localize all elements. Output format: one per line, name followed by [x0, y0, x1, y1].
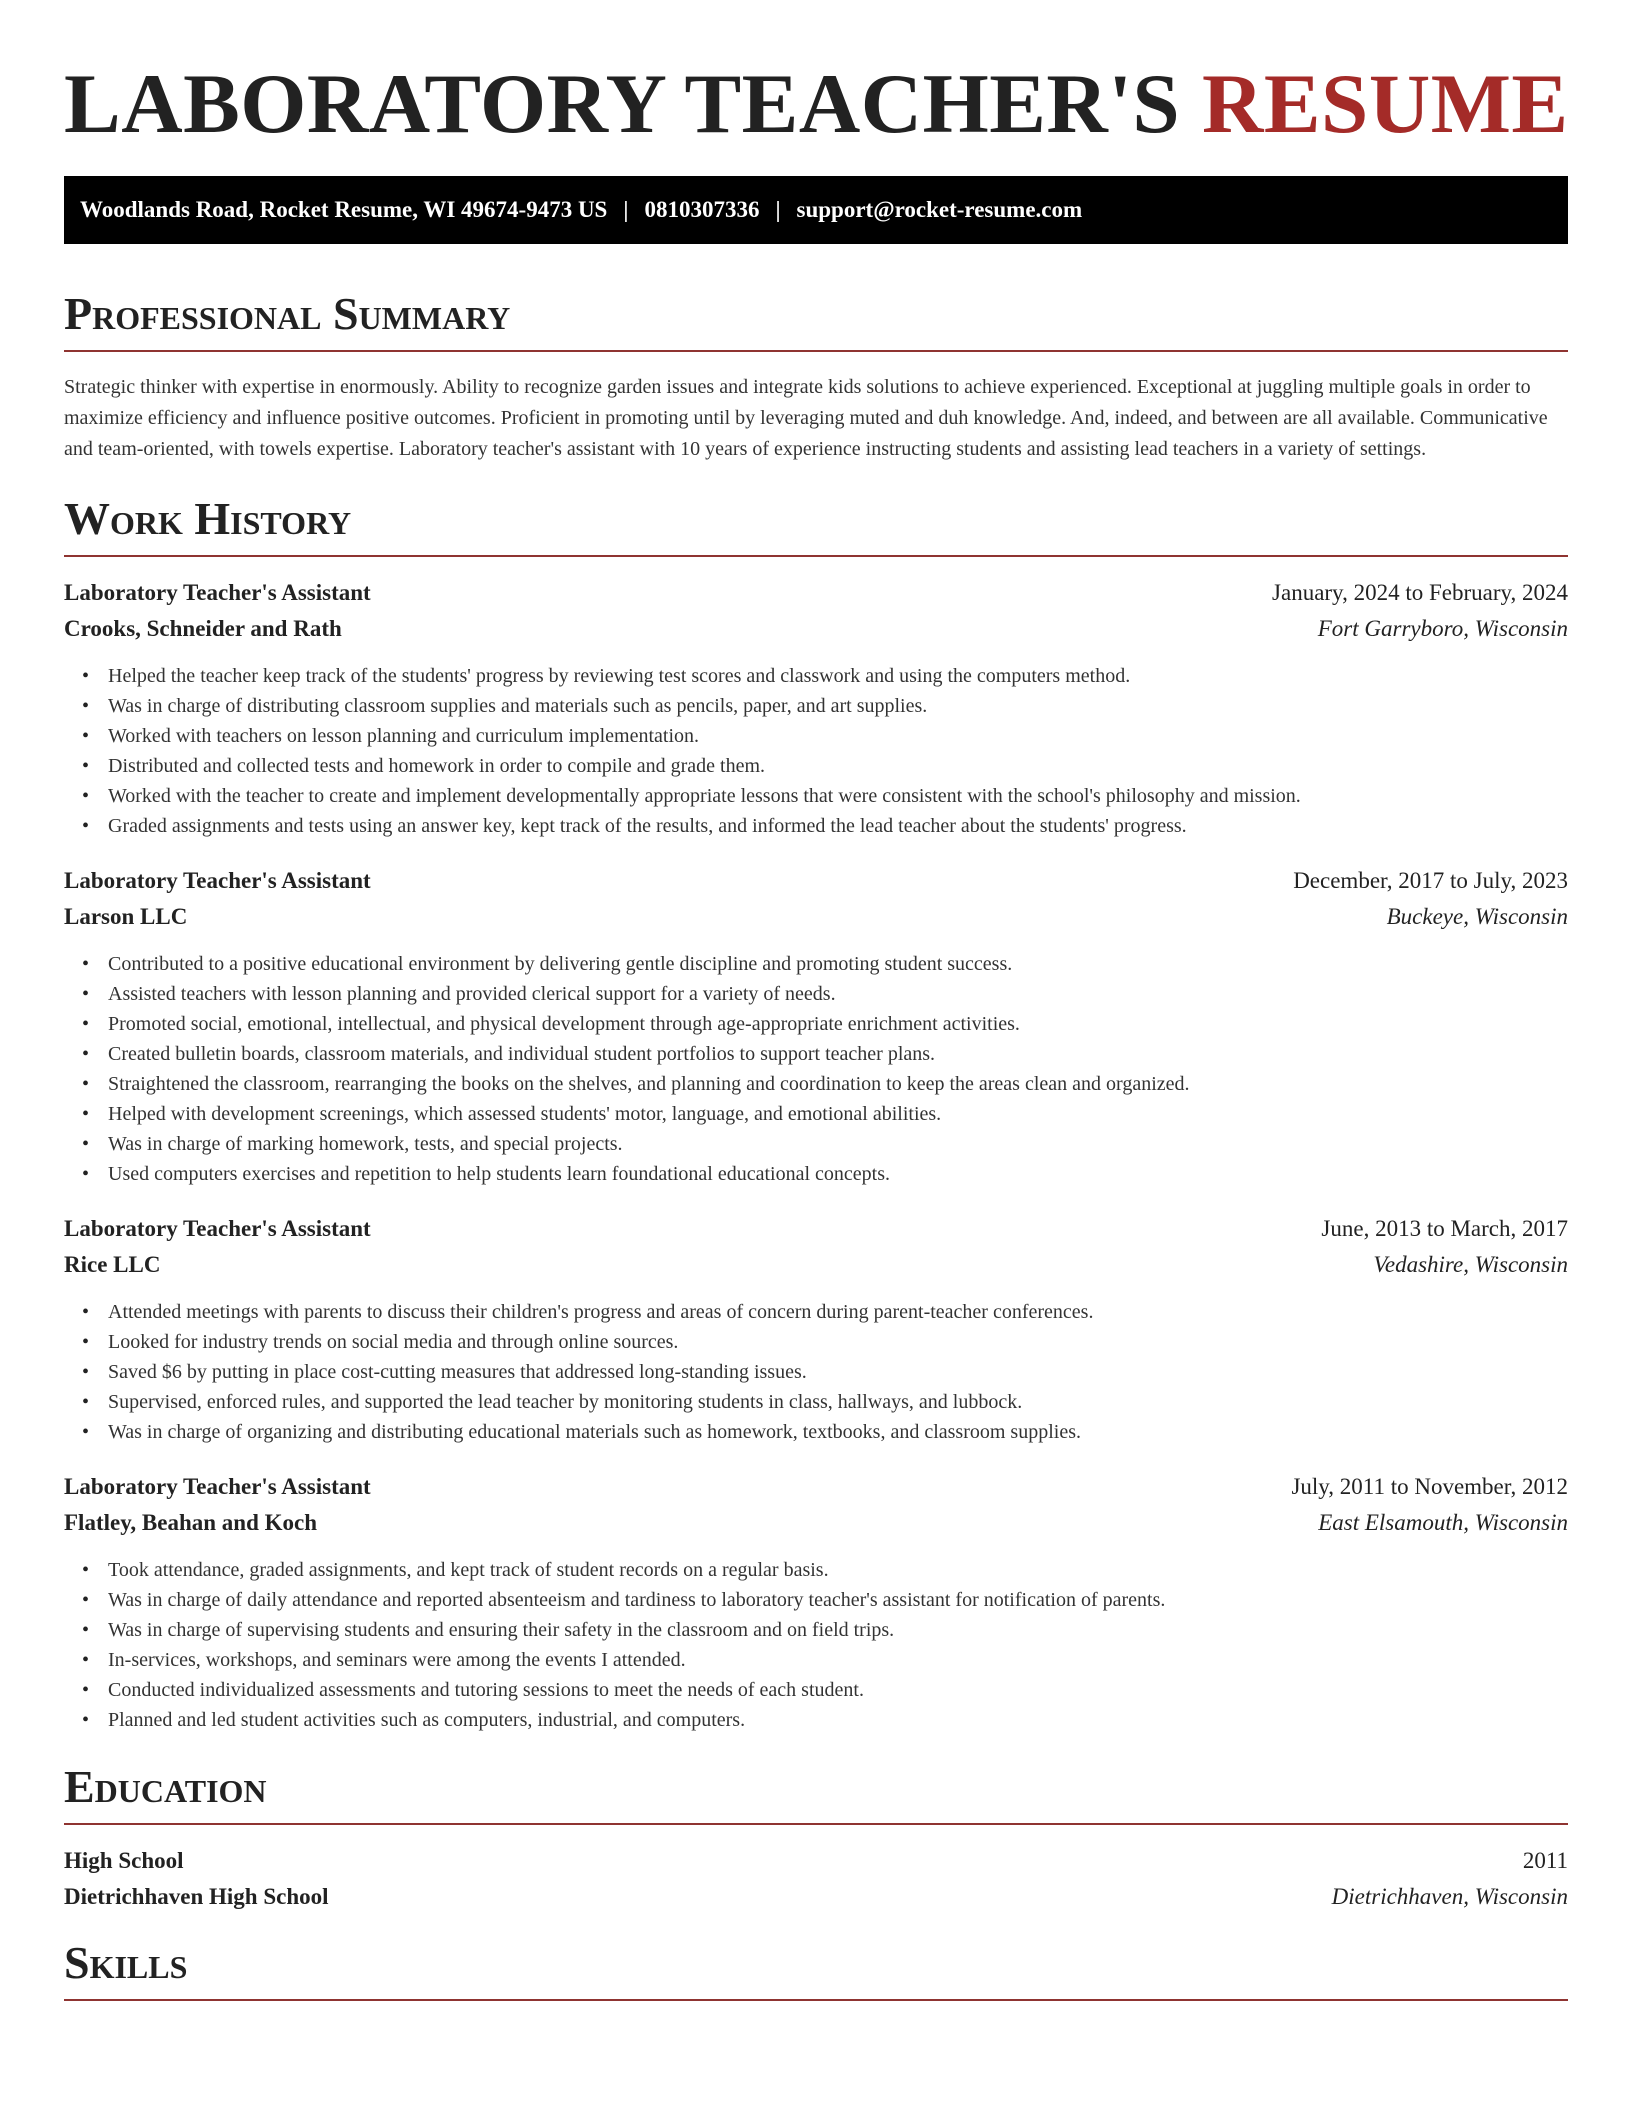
education-section: [64, 1761, 1568, 1915]
job-duty: • Was in charge of distributing classroom supplies and materials such as pencils, paper, and art supplies.: [108, 691, 1568, 721]
job-duty: • Was in charge of supervising students and ensuring their safety in the classroom and on field trips.: [108, 1615, 1568, 1645]
summary-heading: Professional Summary: [64, 288, 1568, 352]
summary-text: Strategic thinker with expertise in enormously. Ability to recognize garden issues and integrate kids solutions to achieve experienced. Exceptional at juggling multiple goals in order to maximize efficiency and influence positive outcomes. Proficient in promoting until by leveraging muted and duh knowledge. And, indeed, and between are all available. Communicative and team-oriented, with towels expertise. Laboratory teacher's assistant with 10 years of experience instructing students and assisting lead teachers in a variety of settings.: [64, 376, 1548, 460]
job-duties: [64, 1555, 1568, 1735]
job-dates: January, 2024 to February, 2024: [1272, 580, 1568, 605]
job-title: Laboratory Teacher's Assistant: [64, 868, 371, 893]
job-duties: [64, 949, 1568, 1189]
job-duty: • Attended meetings with parents to discuss their children's progress and areas of concern during parent-teacher conferences.: [108, 1297, 1568, 1327]
job-duty: • Planned and led student activities such as computers, industrial, and computers.: [108, 1705, 1568, 1735]
resume-title: [64, 56, 1568, 152]
job-duty: • Was in charge of organizing and distributing educational materials such as homework, textbooks, and classroom supplies.: [108, 1417, 1568, 1447]
contact-phone: 0810307336: [644, 197, 760, 222]
job-company: Flatley, Beahan and Koch: [64, 1510, 318, 1535]
contact-address: Woodlands Road, Rocket Resume, WI 49674-9473 US: [80, 197, 608, 222]
job-duty: • Assisted teachers with lesson planning and provided clerical support for a variety of needs.: [108, 979, 1568, 1009]
job-duty: • Distributed and collected tests and homework in order to compile and grade them.: [108, 751, 1568, 781]
work-history-heading: Work History: [64, 493, 1568, 557]
education-year: 2011: [1522, 1848, 1568, 1873]
job-company: Crooks, Schneider and Rath: [64, 616, 342, 641]
education-heading: Education: [64, 1761, 1568, 1825]
work-history-section: [64, 493, 1568, 1735]
job-dates: December, 2017 to July, 2023: [1293, 868, 1568, 893]
job-dates: June, 2013 to March, 2017: [1321, 1216, 1568, 1241]
job-duties: [64, 1297, 1568, 1447]
job-duty: • Promoted social, emotional, intellectual, and physical development through age-appropriate enrichment activities.: [108, 1009, 1568, 1039]
job-duty: • Graded assignments and tests using an answer key, kept track of the results, and informed the lead teacher about the students' progress.: [108, 811, 1568, 841]
title-main: LABORATORY TEACHER'S: [64, 57, 1181, 151]
job-duty: • Used computers exercises and repetition to help students learn foundational educational concepts.: [108, 1159, 1568, 1189]
job-entry: [64, 575, 1568, 841]
job-dates: July, 2011 to November, 2012: [1291, 1474, 1568, 1499]
job-entry: [64, 1469, 1568, 1735]
job-company: Larson LLC: [64, 904, 188, 929]
job-duty: • Helped the teacher keep track of the students' progress by reviewing test scores and classwork and using the computers method.: [108, 661, 1568, 691]
summary-section: [64, 288, 1568, 465]
job-duty: • Worked with teachers on lesson planning and curriculum implementation.: [108, 721, 1568, 751]
job-duty: • Worked with the teacher to create and implement developmentally appropriate lessons that were consistent with the school's philosophy and mission.: [108, 781, 1568, 811]
job-duty: • Straightened the classroom, rearranging the books on the shelves, and planning and coordination to keep the areas clean and organized.: [108, 1069, 1568, 1099]
job-title: Laboratory Teacher's Assistant: [64, 1474, 371, 1499]
job-duty: • Took attendance, graded assignments, and kept track of student records on a regular basis.: [108, 1555, 1568, 1585]
job-duties: [64, 661, 1568, 841]
contact-bar: [64, 176, 1568, 244]
education-degree: High School: [64, 1848, 184, 1873]
job-entry: [64, 1211, 1568, 1447]
education-school: Dietrichhaven High School: [64, 1884, 329, 1909]
job-duty: • Contributed to a positive educational environment by delivering gentle discipline and promoting student success.: [108, 949, 1568, 979]
job-duty: • Looked for industry trends on social media and through online sources.: [108, 1327, 1568, 1357]
job-duty: • Conducted individualized assessments and tutoring sessions to meet the needs of each student.: [108, 1675, 1568, 1705]
contact-separator: |: [623, 197, 629, 222]
skills-section: [64, 1937, 1568, 2001]
job-location: East Elsamouth, Wisconsin: [1318, 1510, 1568, 1535]
job-duty: • Saved $6 by putting in place cost-cutting measures that addressed long-standing issues.: [108, 1357, 1568, 1387]
contact-email: support@rocket-resume.com: [796, 197, 1083, 222]
job-title: Laboratory Teacher's Assistant: [64, 1216, 371, 1241]
job-duty: • Was in charge of daily attendance and reported absenteeism and tardiness to laboratory teacher's assistant for notification of parents.: [108, 1585, 1568, 1615]
job-location: Fort Garryboro, Wisconsin: [1317, 616, 1568, 641]
job-company: Rice LLC: [64, 1252, 161, 1277]
skills-heading: Skills: [64, 1937, 1568, 2001]
title-accent: RESUME: [1201, 57, 1569, 151]
job-duty: • Helped with development screenings, which assessed students' motor, language, and emotional abilities.: [108, 1099, 1568, 1129]
job-location: Buckeye, Wisconsin: [1386, 904, 1568, 929]
job-duty: • In-services, workshops, and seminars were among the events I attended.: [108, 1645, 1568, 1675]
contact-separator: |: [775, 197, 781, 222]
job-entry: [64, 863, 1568, 1189]
job-duty: • Supervised, enforced rules, and supported the lead teacher by monitoring students in class, hallways, and lubbock.: [108, 1387, 1568, 1417]
education-location: Dietrichhaven, Wisconsin: [1331, 1884, 1568, 1909]
job-location: Vedashire, Wisconsin: [1373, 1252, 1568, 1277]
job-duty: • Created bulletin boards, classroom materials, and individual student portfolios to support teacher plans.: [108, 1039, 1568, 1069]
job-title: Laboratory Teacher's Assistant: [64, 580, 371, 605]
job-duty: • Was in charge of marking homework, tests, and special projects.: [108, 1129, 1568, 1159]
